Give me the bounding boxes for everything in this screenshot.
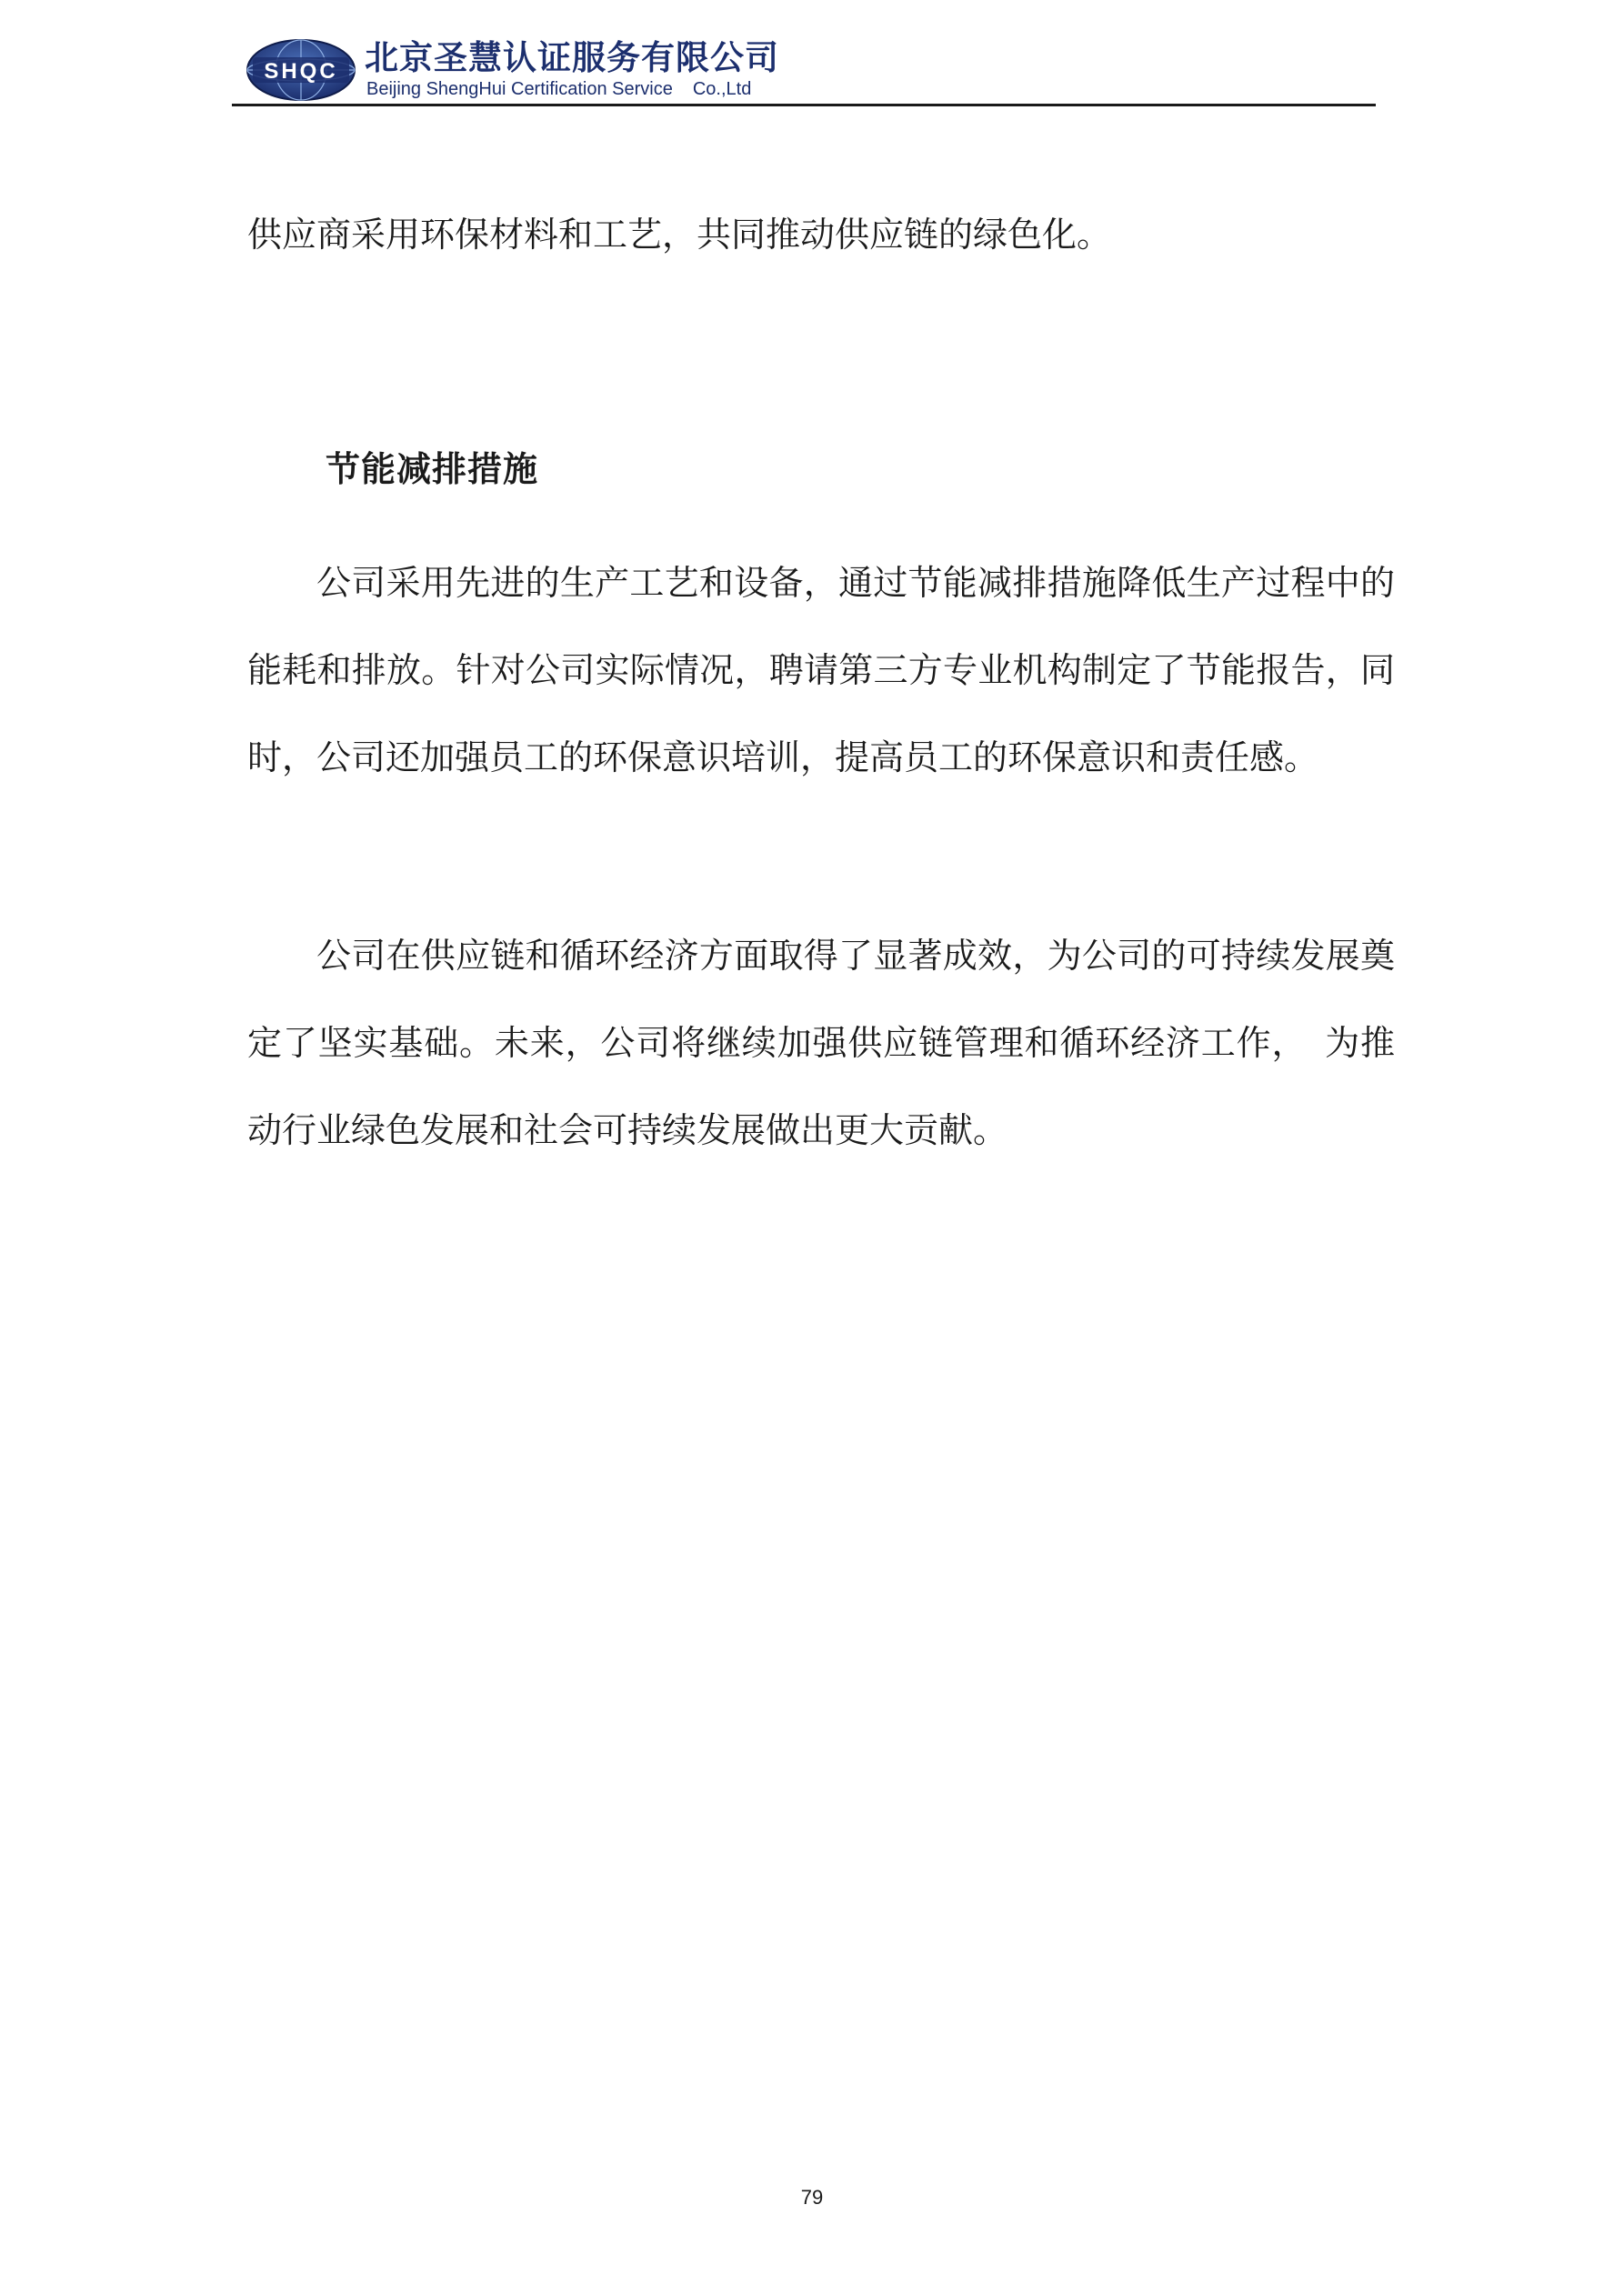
logo-text: SHQC [264, 59, 338, 84]
company-name-en [366, 78, 751, 100]
paragraph-continuation: 供应商采用环保材料和工艺，共同推动供应链的绿色化。 [247, 215, 1112, 255]
header-divider [232, 104, 1376, 106]
section-heading: 节能减排措施 [326, 448, 539, 489]
paragraph-energy-saving: 公司采用先进的生产工艺和设备，通过节能减排措施降低生产过程中的能耗和排放。针对公司实际情况，聘请第三方专业机构制定了节能报告，同时，公司还加强员工的环保意识培训，提高员工的环保意识和责任感。 [247, 563, 1395, 777]
globe-logo-icon [246, 38, 356, 102]
page-header [232, 35, 1376, 109]
company-name-cn: 北京圣慧认证服务有限公司 [365, 38, 779, 77]
company-name-en-main: Beijing ShengHui Certification Service [366, 79, 673, 99]
paragraph-conclusion: 公司在供应链和循环经济方面取得了显著成效，为公司的可持续发展奠定了坚实基础。未来，公司将继续加强供应链管理和循环经济工作， 为推动行业绿色发展和社会可持续发展做出更大贡献。 [247, 936, 1395, 1150]
company-logo [246, 38, 356, 102]
page-number: 79 [800, 2186, 824, 2209]
company-suffix-en: Co.,Ltd [692, 79, 752, 99]
